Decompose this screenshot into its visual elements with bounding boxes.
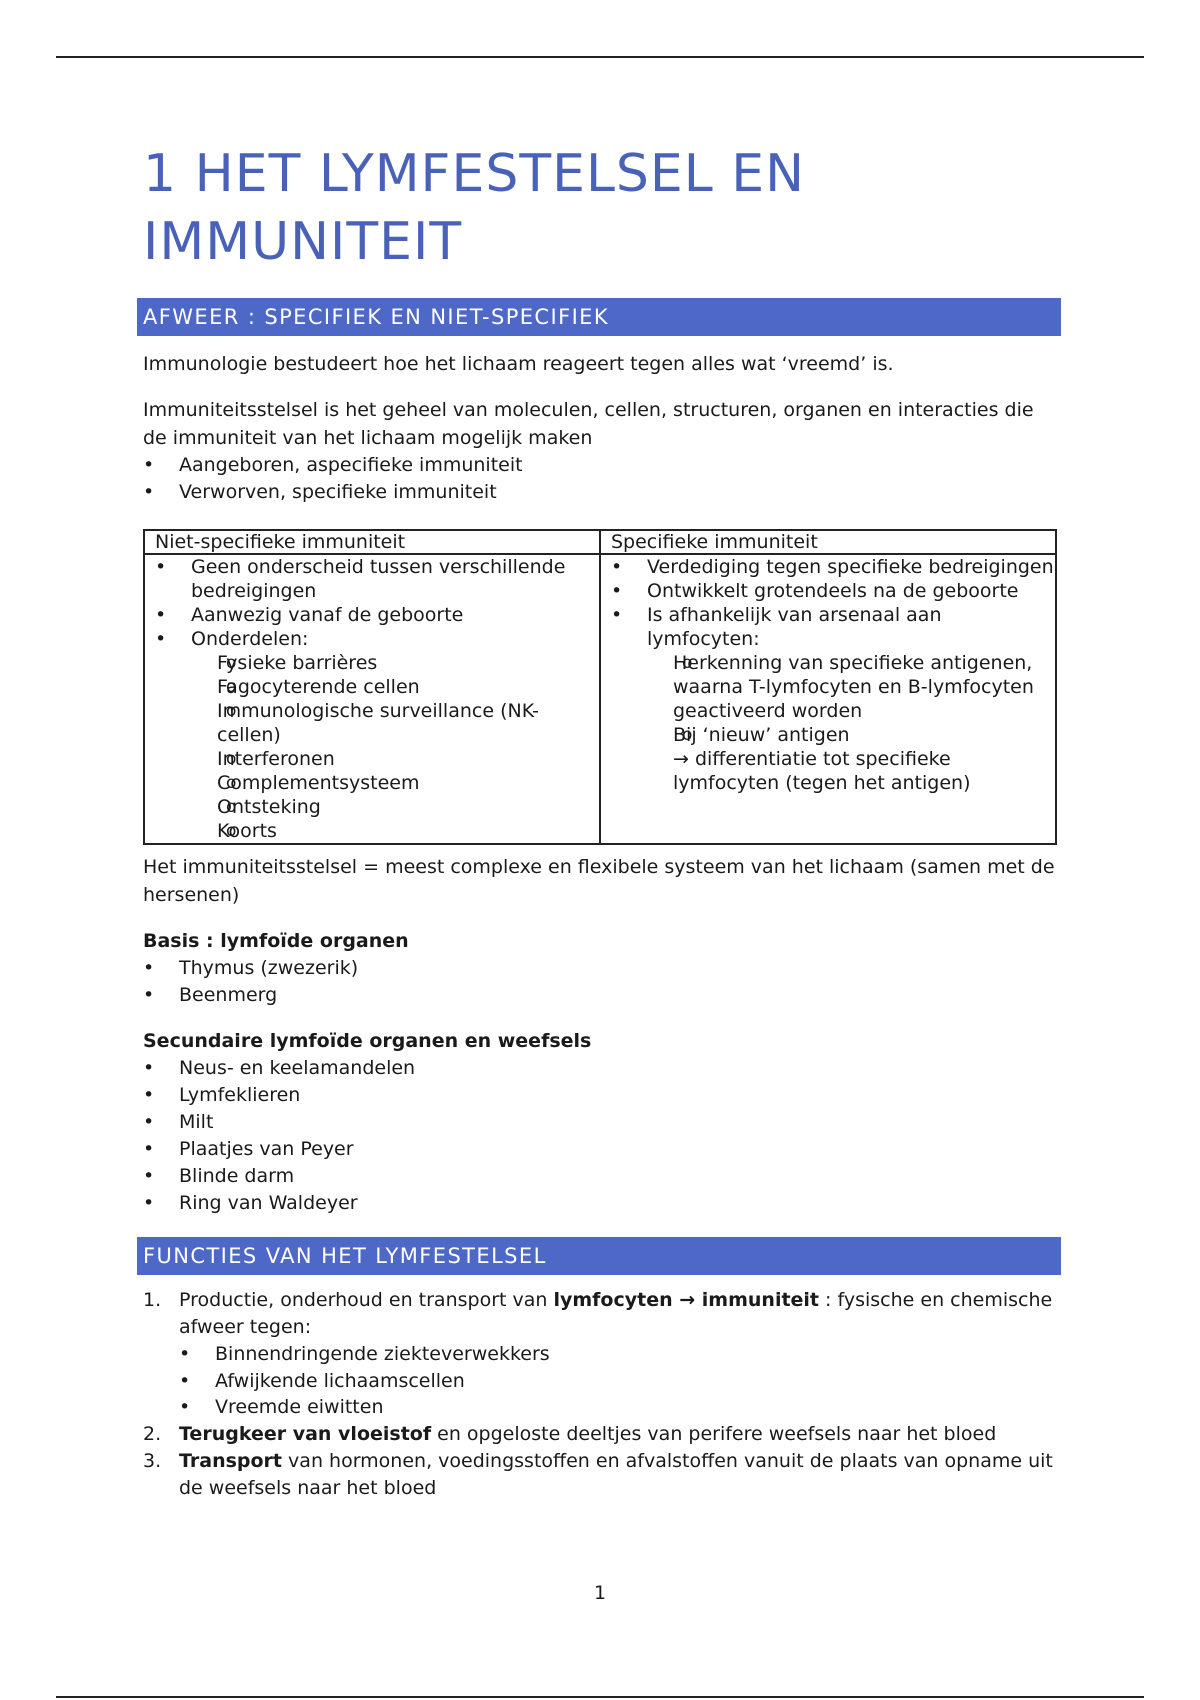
nonspecific-cell (144, 554, 600, 844)
immunity-comparison-table (143, 529, 1057, 845)
secondary-organs-list (143, 1055, 1063, 1217)
lymphocyte-sublist (647, 651, 1055, 795)
list-item: • Geen onderscheid tussen verschillende bedreigingen (145, 555, 599, 603)
defense-sublist (179, 1341, 1063, 1421)
function-item-1 (143, 1287, 1063, 1421)
summary-paragraph: Het immuniteitsstelsel = meest complexe en flexibele systeem van het lichaam (samen met de hersenen) (143, 856, 1055, 906)
title-line-1: 1 HET LYMFESTELSEL EN (143, 144, 806, 204)
functions-list (143, 1287, 1063, 1502)
function-bold-text: Terugkeer van vloeistof (179, 1422, 432, 1445)
list-item: • Lymfeklieren (143, 1082, 1063, 1109)
title-line-2: IMMUNITEIT (143, 212, 463, 272)
list-item-label: Is afhankelijk van arsenaal aan lymfocyten: (647, 604, 942, 650)
sublist-item: o Ontsteking (145, 795, 599, 819)
list-item: • Aanwezig vanaf de geboorte (145, 603, 599, 627)
list-item: • Plaatjes van Peyer (143, 1136, 1063, 1163)
sublist-item: o Koorts (145, 819, 599, 843)
list-item: • Verdediging tegen specifieke bedreigingen (601, 555, 1055, 579)
list-item: • Afwijkende lichaamscellen (179, 1368, 1063, 1395)
section-heading-functies: FUNCTIES VAN HET LYMFESTELSEL (137, 1237, 1061, 1275)
list-item: • Binnendringende ziekteverwekkers (179, 1341, 1063, 1368)
page-content (143, 140, 1063, 1502)
item-number: 2. (143, 1422, 162, 1445)
list-item: • Neus- en keelamandelen (143, 1055, 1063, 1082)
footer-rule (56, 1696, 1144, 1698)
page-title (143, 140, 1063, 276)
list-item (601, 603, 1055, 795)
list-item: • Beenmerg (143, 982, 1063, 1009)
sublist-item: o Herkenning van specifieke antigenen, waarna T-lymfocyten en B-lymfocyten geactiveerd worden (601, 651, 1055, 723)
function-item-2 (143, 1421, 1063, 1448)
function-text: Productie, onderhoud en transport van (179, 1289, 554, 1311)
function-text: van hormonen, voedingsstoffen en afvalstoffen vanuit de plaats van opname uit de weefsels naar het bloed (179, 1449, 1053, 1499)
sublist-item (601, 723, 1055, 795)
sublist-item: o Interferonen (145, 747, 599, 771)
function-bold-text: lymfocyten → immuniteit (553, 1289, 820, 1311)
components-sublist (191, 651, 599, 843)
sublist-item: o Complementsysteem (145, 771, 599, 795)
list-item: • Ontwikkelt grotendeels na de geboorte (601, 579, 1055, 603)
list-item: • Thymus (zwezerik) (143, 955, 1063, 982)
function-item-3 (143, 1448, 1063, 1502)
function-text: en opgeloste deeltjes van perifere weefsels naar het bloed (431, 1422, 997, 1445)
list-item: • Ring van Waldeyer (143, 1190, 1063, 1217)
list-item (145, 627, 599, 843)
list-item: • Blinde darm (143, 1163, 1063, 1190)
intro-paragraph: Immunologie bestudeert hoe het lichaam reageert tegen alles wat ‘vreemd’ is. (143, 353, 894, 375)
page-number: 1 (593, 1582, 607, 1604)
immunity-types-list (143, 452, 1063, 505)
basis-organs-list (143, 955, 1063, 1009)
table-header-specific: Specifieke immuniteit (600, 530, 1056, 554)
table-header-nonspecific: Niet-specifieke immuniteit (144, 530, 600, 554)
sublist-item: o Fysieke barrières (145, 651, 599, 675)
item-number: 1. (143, 1289, 162, 1311)
sublist-item-continuation: → differentiatie tot specifieke lymfocyten (tegen het antigen) (673, 748, 971, 794)
function-bold-text: Transport (179, 1449, 283, 1472)
list-item: • Milt (143, 1109, 1063, 1136)
specific-cell (600, 554, 1056, 844)
header-rule (56, 56, 1144, 58)
sublist-item-text: Bij ‘nieuw’ antigen (673, 724, 850, 746)
item-number: 3. (143, 1449, 162, 1472)
list-item: • Vreemde eiwitten (179, 1394, 1063, 1421)
sublist-item: o Immunologische surveillance (NK-cellen) (145, 699, 599, 747)
list-item: • Verworven, specifieke immuniteit (143, 479, 1063, 506)
basis-heading: Basis : lymfoïde organen (143, 930, 409, 952)
list-item: • Aangeboren, aspecifieke immuniteit (143, 452, 1063, 479)
definition-paragraph: Immuniteitsstelsel is het geheel van moleculen, cellen, structuren, organen en interacties die de immuniteit van het lichaam mogelijk maken (143, 399, 1034, 449)
function-text: : fysische en chemische afweer tegen: (179, 1289, 1053, 1338)
secondary-heading: Secundaire lymfoïde organen en weefsels (143, 1030, 592, 1052)
sublist-item: o Fagocyterende cellen (145, 675, 599, 699)
section-heading-afweer: AFWEER : SPECIFIEK EN NIET-SPECIFIEK (137, 298, 1061, 336)
list-item-label: Onderdelen: (191, 628, 309, 650)
